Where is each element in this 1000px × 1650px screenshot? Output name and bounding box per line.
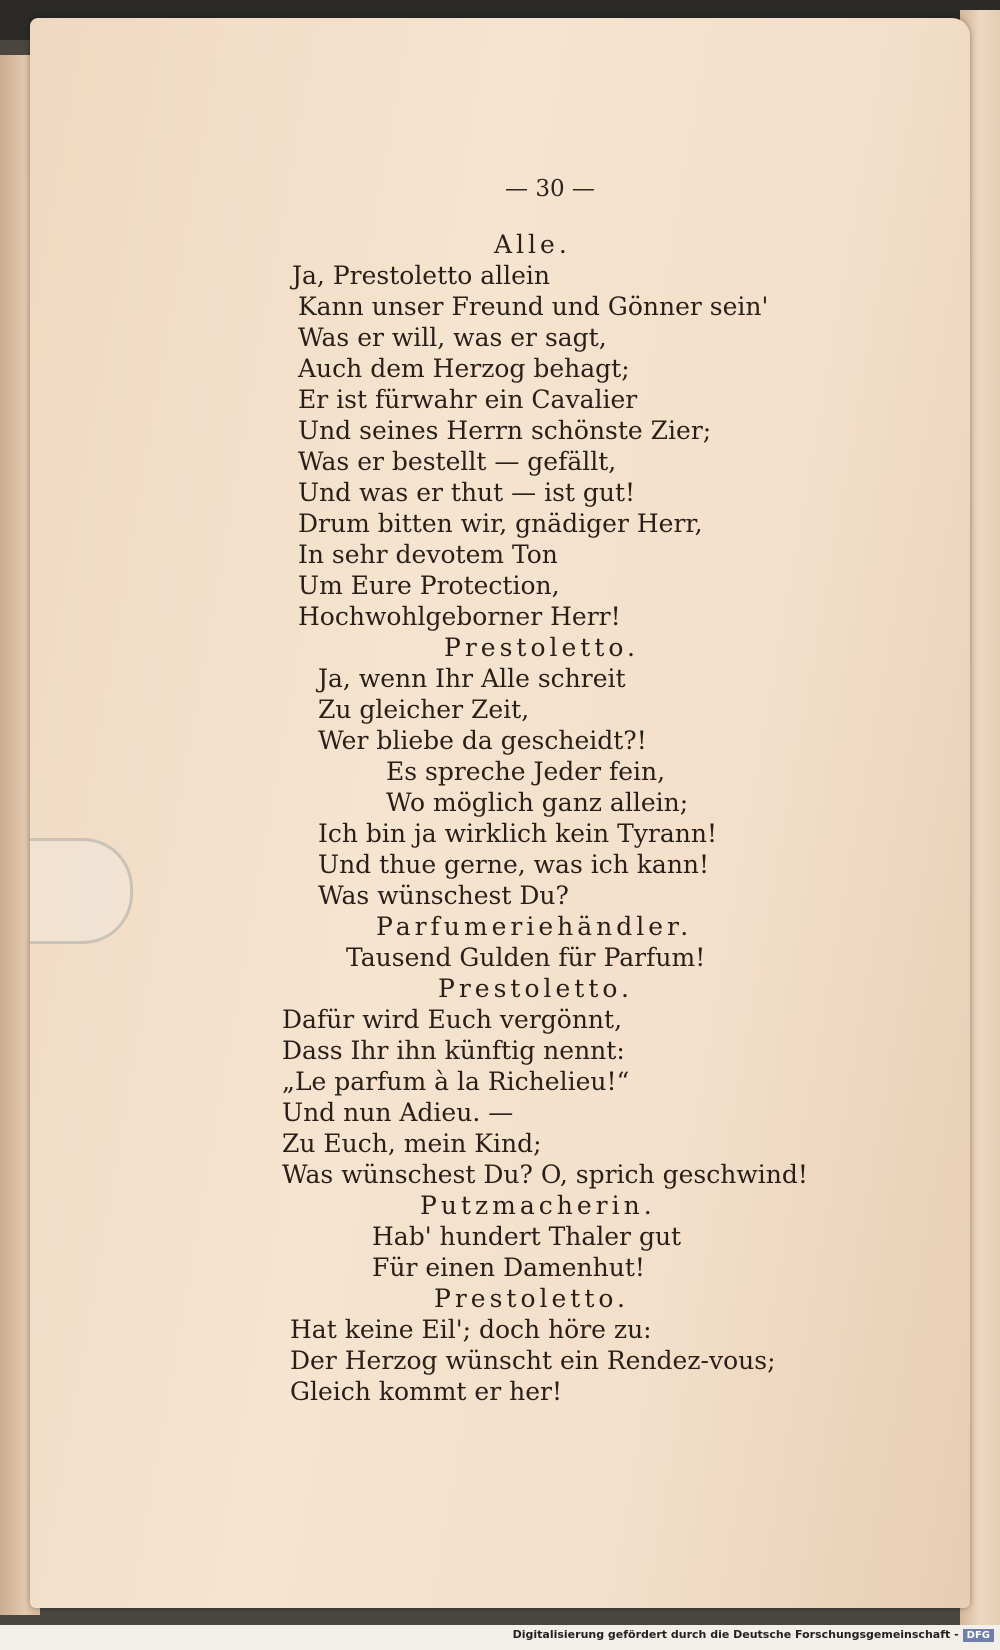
text-line: Für einen Damenhut! bbox=[372, 1253, 645, 1282]
text-line: Hab' hundert Thaler gut bbox=[372, 1222, 682, 1251]
text-line: Was er bestellt — gefällt, bbox=[298, 447, 617, 476]
text-line: Und seines Herrn schönste Zier; bbox=[298, 416, 712, 445]
text-line: Was wünschest Du? bbox=[318, 881, 569, 910]
text-line: Gleich kommt er her! bbox=[290, 1377, 562, 1406]
text-line: Was wünschest Du? O, sprich geschwind! bbox=[282, 1160, 808, 1189]
text-line: Wo möglich ganz allein; bbox=[386, 788, 689, 817]
text-line: Der Herzog wünscht ein Rendez-vous; bbox=[290, 1346, 776, 1375]
dfg-logo: DFG bbox=[963, 1629, 994, 1642]
text-line: Es spreche Jeder fein, bbox=[386, 757, 666, 786]
text-line: Hat keine Eil'; doch höre zu: bbox=[290, 1315, 652, 1344]
text-line: „Le parfum à la Richelieu!“ bbox=[282, 1067, 630, 1096]
text-line: Und nun Adieu. — bbox=[282, 1098, 514, 1127]
text-line: Dafür wird Euch vergönnt, bbox=[282, 1005, 623, 1034]
text-line: Kann unser Freund und Gönner sein' bbox=[298, 292, 769, 321]
speaker-heading: Putzmacherin. bbox=[420, 1191, 656, 1220]
text-line: Tausend Gulden für Parfum! bbox=[346, 943, 706, 972]
speaker-heading: Alle. bbox=[494, 230, 571, 259]
speaker-heading: Prestoletto. bbox=[434, 1284, 629, 1313]
text-line: Wer bliebe da gescheidt?! bbox=[318, 726, 647, 755]
bookmark-tab bbox=[30, 838, 133, 944]
speaker-heading: Parfumeriehändler. bbox=[376, 912, 693, 941]
text-line: Und thue gerne, was ich kann! bbox=[318, 850, 710, 879]
text-line: Ich bin ja wirklich kein Tyrann! bbox=[318, 819, 717, 848]
text-line: Um Eure Protection, bbox=[298, 571, 560, 600]
text-line: In sehr devotem Ton bbox=[298, 540, 558, 569]
text-line: Was er will, was er sagt, bbox=[298, 323, 607, 352]
text-line: Zu Euch, mein Kind; bbox=[282, 1129, 542, 1158]
text-line: Drum bitten wir, gnädiger Herr, bbox=[298, 509, 703, 538]
text-line: Und was er thut — ist gut! bbox=[298, 478, 636, 507]
speaker-heading: Prestoletto. bbox=[438, 974, 633, 1003]
text-line: Zu gleicher Zeit, bbox=[318, 695, 530, 724]
text-line: Ja, wenn Ihr Alle schreit bbox=[318, 664, 626, 693]
digitization-credit bbox=[513, 1628, 994, 1642]
credit-text: Digitalisierung gefördert durch die Deutsche Forschungsgemeinschaft - bbox=[512, 1628, 959, 1641]
text-line: Hochwohlgeborner Herr! bbox=[298, 602, 621, 631]
text-line: Dass Ihr ihn künftig nennt: bbox=[282, 1036, 625, 1065]
text-line: Auch dem Herzog behagt; bbox=[298, 354, 630, 383]
text-line: Er ist fürwahr ein Cavalier bbox=[298, 385, 638, 414]
page-number: — 30 — bbox=[505, 176, 595, 202]
speaker-heading: Prestoletto. bbox=[444, 633, 639, 662]
text-line: Ja, Prestoletto allein bbox=[292, 261, 550, 290]
